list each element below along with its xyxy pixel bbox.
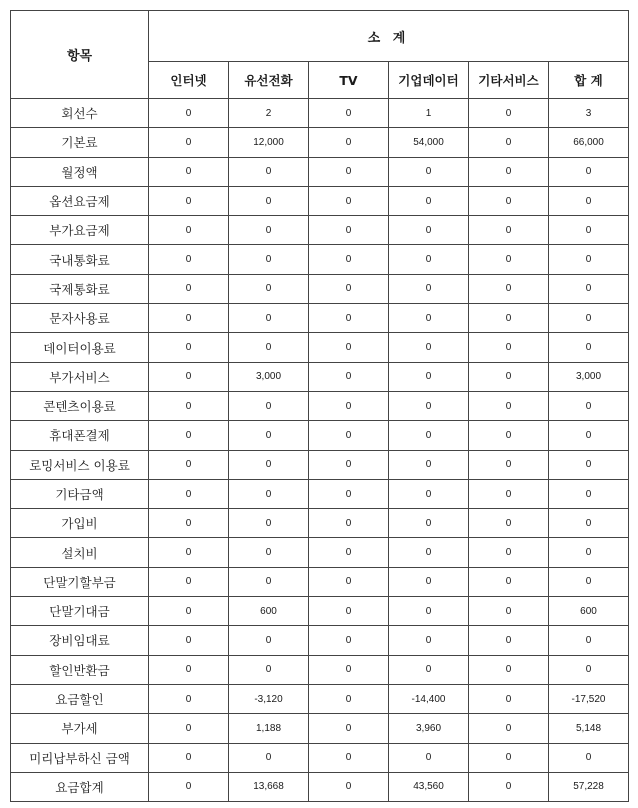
table-cell: 0 bbox=[149, 216, 229, 245]
table-cell: 0 bbox=[389, 509, 469, 538]
table-cell: 0 bbox=[309, 655, 389, 684]
table-cell: 0 bbox=[149, 772, 229, 801]
table-cell: 0 bbox=[549, 157, 629, 186]
table-cell: 0 bbox=[389, 597, 469, 626]
table-cell: 0 bbox=[229, 509, 309, 538]
table-cell: 3,960 bbox=[389, 714, 469, 743]
billing-summary bbox=[10, 10, 628, 802]
table-cell: 3,000 bbox=[549, 362, 629, 391]
table-cell: 66,000 bbox=[549, 128, 629, 157]
table-row bbox=[11, 216, 629, 245]
row-label: 기본료 bbox=[11, 128, 149, 157]
item-header: 항목 bbox=[11, 11, 149, 99]
table-row bbox=[11, 99, 629, 128]
table-cell: -3,120 bbox=[229, 684, 309, 713]
table-cell: 0 bbox=[389, 538, 469, 567]
table-cell: 0 bbox=[149, 421, 229, 450]
table-cell: 0 bbox=[309, 567, 389, 596]
table-row bbox=[11, 538, 629, 567]
table-cell: 0 bbox=[309, 157, 389, 186]
table-row bbox=[11, 362, 629, 391]
table-cell: 0 bbox=[469, 567, 549, 596]
row-label: 미리납부하신 금액 bbox=[11, 743, 149, 772]
table-cell: 12,000 bbox=[229, 128, 309, 157]
table-cell: 0 bbox=[149, 479, 229, 508]
table-row bbox=[11, 714, 629, 743]
table-cell: 0 bbox=[229, 479, 309, 508]
row-label: 장비임대료 bbox=[11, 626, 149, 655]
header-row-top bbox=[11, 11, 629, 62]
table-cell: 0 bbox=[149, 157, 229, 186]
table-cell: 0 bbox=[469, 99, 549, 128]
table-row bbox=[11, 479, 629, 508]
table-row bbox=[11, 391, 629, 420]
table-cell: 0 bbox=[549, 304, 629, 333]
table-cell: 0 bbox=[549, 450, 629, 479]
table-row bbox=[11, 245, 629, 274]
table-cell: -17,520 bbox=[549, 684, 629, 713]
table-cell: 0 bbox=[229, 391, 309, 420]
table-cell: 0 bbox=[389, 391, 469, 420]
table-cell: 0 bbox=[469, 216, 549, 245]
table-cell: 0 bbox=[389, 157, 469, 186]
table-cell: 0 bbox=[309, 245, 389, 274]
table-cell: 0 bbox=[309, 304, 389, 333]
table-cell: 0 bbox=[309, 216, 389, 245]
table-cell: 0 bbox=[389, 304, 469, 333]
table-cell: 0 bbox=[469, 772, 549, 801]
table-cell: 0 bbox=[229, 274, 309, 303]
row-label: 요금할인 bbox=[11, 684, 149, 713]
table-cell: 0 bbox=[549, 626, 629, 655]
table-cell: 0 bbox=[309, 597, 389, 626]
table-row bbox=[11, 655, 629, 684]
table-cell: 0 bbox=[389, 245, 469, 274]
table-cell: 0 bbox=[389, 743, 469, 772]
table-cell: 0 bbox=[229, 450, 309, 479]
table-row bbox=[11, 333, 629, 362]
column-header: 기업데이터 bbox=[389, 62, 469, 99]
table-cell: 0 bbox=[149, 333, 229, 362]
table-cell: 0 bbox=[149, 391, 229, 420]
table-row bbox=[11, 684, 629, 713]
column-header: 합 계 bbox=[549, 62, 629, 99]
row-label: 로밍서비스 이용료 bbox=[11, 450, 149, 479]
table-cell: 0 bbox=[549, 274, 629, 303]
table-cell: 0 bbox=[149, 274, 229, 303]
row-label: 회선수 bbox=[11, 99, 149, 128]
table-row bbox=[11, 274, 629, 303]
table-cell: 0 bbox=[549, 216, 629, 245]
row-label: 부가세 bbox=[11, 714, 149, 743]
table-cell: 0 bbox=[309, 362, 389, 391]
table-cell: 0 bbox=[389, 274, 469, 303]
row-label: 문자사용료 bbox=[11, 304, 149, 333]
table-cell: 54,000 bbox=[389, 128, 469, 157]
table-cell: 0 bbox=[469, 626, 549, 655]
table-cell: 0 bbox=[309, 99, 389, 128]
table-cell: 0 bbox=[149, 567, 229, 596]
table-cell: 0 bbox=[309, 421, 389, 450]
row-label: 국내통화료 bbox=[11, 245, 149, 274]
table-cell: 0 bbox=[469, 274, 549, 303]
table-row bbox=[11, 157, 629, 186]
table-cell: 0 bbox=[549, 655, 629, 684]
table-cell: 5,148 bbox=[549, 714, 629, 743]
table-cell: 0 bbox=[549, 421, 629, 450]
table-cell: 0 bbox=[229, 421, 309, 450]
table-row bbox=[11, 743, 629, 772]
table-cell: 0 bbox=[309, 128, 389, 157]
column-header: 유선전화 bbox=[229, 62, 309, 99]
table-row bbox=[11, 772, 629, 801]
table-cell: 0 bbox=[469, 479, 549, 508]
row-label: 부가요금제 bbox=[11, 216, 149, 245]
table-cell: 0 bbox=[149, 245, 229, 274]
row-label: 기타금액 bbox=[11, 479, 149, 508]
table-cell: 0 bbox=[149, 304, 229, 333]
row-label: 휴대폰결제 bbox=[11, 421, 149, 450]
table-cell: 0 bbox=[149, 128, 229, 157]
table-cell: 0 bbox=[229, 743, 309, 772]
table-cell: 0 bbox=[229, 216, 309, 245]
table-cell: 0 bbox=[469, 186, 549, 215]
table-cell: 0 bbox=[149, 626, 229, 655]
table-cell: 0 bbox=[229, 655, 309, 684]
table-cell: 0 bbox=[389, 216, 469, 245]
table-cell: -14,400 bbox=[389, 684, 469, 713]
table-cell: 0 bbox=[549, 391, 629, 420]
table-cell: 0 bbox=[309, 509, 389, 538]
table-cell: 0 bbox=[549, 333, 629, 362]
table-cell: 0 bbox=[549, 479, 629, 508]
table-cell: 0 bbox=[229, 538, 309, 567]
table-cell: 0 bbox=[469, 421, 549, 450]
table-cell: 0 bbox=[309, 186, 389, 215]
table-cell: 0 bbox=[389, 655, 469, 684]
table-cell: 0 bbox=[469, 509, 549, 538]
subtotal-header: 소 계 bbox=[149, 11, 629, 62]
table-cell: 0 bbox=[549, 567, 629, 596]
row-label: 가입비 bbox=[11, 509, 149, 538]
row-label: 할인반환금 bbox=[11, 655, 149, 684]
table-cell: 57,228 bbox=[549, 772, 629, 801]
table-cell: 0 bbox=[149, 450, 229, 479]
column-header: 인터넷 bbox=[149, 62, 229, 99]
table-cell: 0 bbox=[469, 362, 549, 391]
table-cell: 0 bbox=[389, 450, 469, 479]
table-cell: 0 bbox=[149, 743, 229, 772]
table-cell: 0 bbox=[389, 333, 469, 362]
table-cell: 0 bbox=[229, 304, 309, 333]
table-cell: 13,668 bbox=[229, 772, 309, 801]
table-cell: 0 bbox=[549, 186, 629, 215]
column-header: 기타서비스 bbox=[469, 62, 549, 99]
table-cell: 0 bbox=[469, 245, 549, 274]
table-row bbox=[11, 450, 629, 479]
table-cell: 0 bbox=[389, 362, 469, 391]
table-cell: 2 bbox=[229, 99, 309, 128]
table-cell: 1,188 bbox=[229, 714, 309, 743]
table-cell: 0 bbox=[229, 567, 309, 596]
row-label: 부가서비스 bbox=[11, 362, 149, 391]
table-row bbox=[11, 421, 629, 450]
table-cell: 0 bbox=[469, 128, 549, 157]
table-row bbox=[11, 509, 629, 538]
table-cell: 0 bbox=[309, 743, 389, 772]
table-cell: 0 bbox=[389, 567, 469, 596]
table-cell: 0 bbox=[469, 684, 549, 713]
row-label: 월정액 bbox=[11, 157, 149, 186]
row-label: 요금합계 bbox=[11, 772, 149, 801]
table-cell: 0 bbox=[469, 157, 549, 186]
table-cell: 1 bbox=[389, 99, 469, 128]
table-cell: 0 bbox=[149, 509, 229, 538]
table-cell: 0 bbox=[469, 597, 549, 626]
table-cell: 0 bbox=[469, 743, 549, 772]
billing-table bbox=[10, 10, 629, 802]
table-cell: 0 bbox=[309, 684, 389, 713]
table-cell: 0 bbox=[469, 655, 549, 684]
row-label: 국제통화료 bbox=[11, 274, 149, 303]
table-row bbox=[11, 304, 629, 333]
table-cell: 0 bbox=[309, 333, 389, 362]
table-cell: 0 bbox=[229, 333, 309, 362]
table-cell: 0 bbox=[149, 362, 229, 391]
table-cell: 3,000 bbox=[229, 362, 309, 391]
table-cell: 0 bbox=[469, 333, 549, 362]
table-cell: 43,560 bbox=[389, 772, 469, 801]
table-cell: 0 bbox=[469, 714, 549, 743]
table-cell: 600 bbox=[549, 597, 629, 626]
table-cell: 0 bbox=[389, 421, 469, 450]
table-row bbox=[11, 626, 629, 655]
table-cell: 3 bbox=[549, 99, 629, 128]
table-cell: 0 bbox=[469, 538, 549, 567]
table-cell: 0 bbox=[309, 274, 389, 303]
row-label: 설치비 bbox=[11, 538, 149, 567]
table-cell: 0 bbox=[309, 772, 389, 801]
table-row bbox=[11, 128, 629, 157]
table-cell: 0 bbox=[149, 538, 229, 567]
row-label: 옵션요금제 bbox=[11, 186, 149, 215]
row-label: 단말기대금 bbox=[11, 597, 149, 626]
table-cell: 0 bbox=[549, 509, 629, 538]
table-row bbox=[11, 597, 629, 626]
row-label: 데이터이용료 bbox=[11, 333, 149, 362]
table-cell: 0 bbox=[149, 186, 229, 215]
table-cell: 0 bbox=[309, 714, 389, 743]
table-cell: 0 bbox=[229, 626, 309, 655]
table-row bbox=[11, 186, 629, 215]
table-cell: 0 bbox=[389, 479, 469, 508]
table-cell: 0 bbox=[149, 99, 229, 128]
table-cell: 0 bbox=[549, 743, 629, 772]
table-cell: 0 bbox=[149, 655, 229, 684]
table-cell: 0 bbox=[469, 304, 549, 333]
row-label: 콘텐츠이용료 bbox=[11, 391, 149, 420]
table-cell: 0 bbox=[309, 450, 389, 479]
table-cell: 0 bbox=[469, 450, 549, 479]
table-cell: 0 bbox=[549, 538, 629, 567]
table-cell: 0 bbox=[309, 538, 389, 567]
table-cell: 0 bbox=[149, 597, 229, 626]
table-cell: 0 bbox=[229, 186, 309, 215]
row-label: 단말기할부금 bbox=[11, 567, 149, 596]
table-cell: 0 bbox=[389, 626, 469, 655]
table-cell: 0 bbox=[229, 245, 309, 274]
table-cell: 0 bbox=[149, 684, 229, 713]
table-cell: 0 bbox=[389, 186, 469, 215]
table-cell: 0 bbox=[309, 391, 389, 420]
table-body bbox=[11, 99, 629, 802]
table-cell: 600 bbox=[229, 597, 309, 626]
table-cell: 0 bbox=[309, 626, 389, 655]
table-cell: 0 bbox=[469, 391, 549, 420]
table-cell: 0 bbox=[149, 714, 229, 743]
table-row bbox=[11, 567, 629, 596]
table-cell: 0 bbox=[309, 479, 389, 508]
column-header: TV bbox=[309, 62, 389, 99]
table-cell: 0 bbox=[549, 245, 629, 274]
table-cell: 0 bbox=[229, 157, 309, 186]
